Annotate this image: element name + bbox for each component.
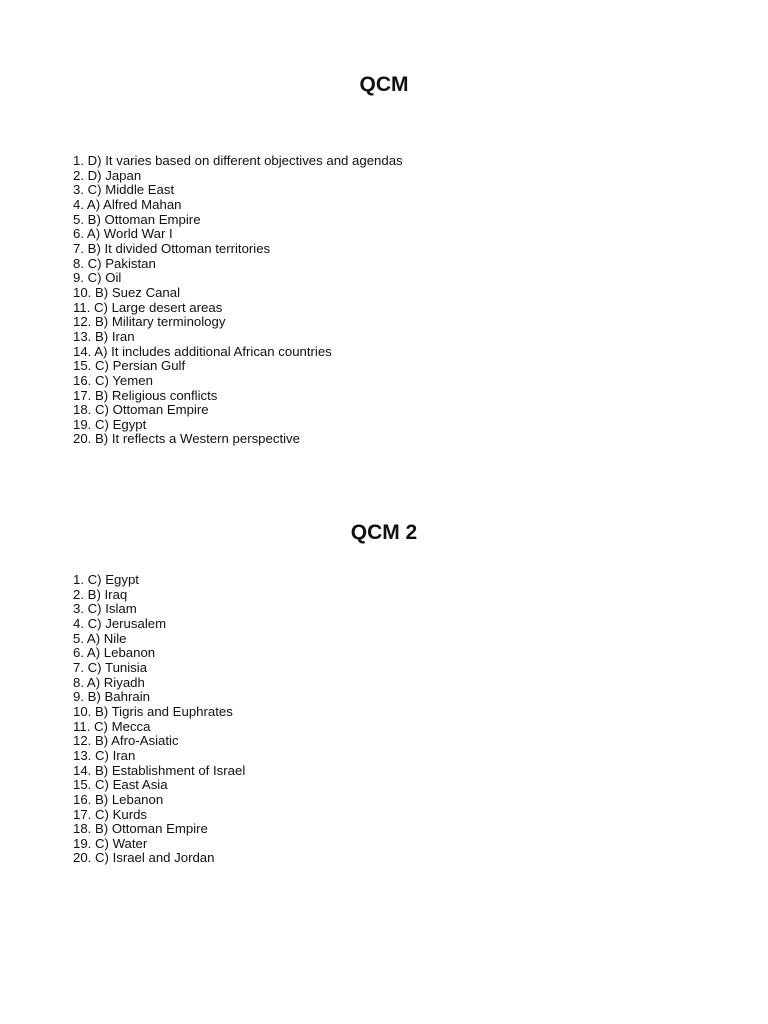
answer-item: 12. B) Afro-Asiatic — [73, 733, 179, 749]
answer-item: 10. B) Suez Canal — [73, 284, 181, 300]
answer-item: 15. C) Persian Gulf — [73, 358, 186, 374]
answer-item: 8. C) Pakistan — [73, 255, 156, 271]
answer-item: 16. C) Yemen — [73, 372, 153, 388]
answer-item: 15. C) East Asia — [73, 777, 168, 793]
answer-item: 18. B) Ottoman Empire — [73, 821, 208, 837]
answer-item: 7. B) It divided Ottoman territories — [73, 240, 271, 256]
section-title-qcm-2: QCM 2 — [350, 521, 418, 544]
answer-item: 14. A) It includes additional African countries — [73, 343, 332, 359]
answer-item: 6. A) World War I — [73, 226, 173, 242]
answer-item: 17. B) Religious conflicts — [73, 387, 218, 403]
answer-item: 11. C) Mecca — [73, 718, 151, 734]
answer-item: 19. C) Egypt — [73, 416, 147, 432]
answer-item: 19. C) Water — [73, 835, 148, 851]
answer-item: 4. A) Alfred Mahan — [73, 196, 182, 212]
answer-item: 3. C) Middle East — [73, 182, 175, 198]
answer-item: 6. A) Lebanon — [73, 645, 156, 661]
answer-item: 3. C) Islam — [73, 601, 137, 617]
answer-item: 17. C) Kurds — [73, 806, 148, 822]
answer-item: 5. B) Ottoman Empire — [73, 211, 201, 227]
answer-item: 1. D) It varies based on different objectives and agendas — [73, 153, 403, 168]
answer-item: 14. B) Establishment of Israel — [73, 762, 246, 778]
answer-item: 2. B) Iraq — [73, 586, 128, 602]
answer-item: 4. C) Jerusalem — [73, 615, 167, 631]
answer-item: 8. A) Riyadh — [73, 674, 145, 690]
answer-item: 18. C) Ottoman Empire — [73, 402, 209, 418]
answer-item: 12. B) Military terminology — [73, 314, 226, 330]
answer-item: 20. C) Israel and Jordan — [73, 850, 215, 866]
answer-item: 9. B) Bahrain — [73, 689, 150, 705]
answer-list-qcm — [73, 154, 403, 447]
section-title-qcm: QCM — [359, 73, 409, 96]
answer-item: 16. B) Lebanon — [73, 791, 164, 807]
answer-item: 7. C) Tunisia — [73, 659, 148, 675]
answer-item: 2. D) Japan — [73, 167, 142, 183]
answer-item: 13. C) Iran — [73, 747, 136, 763]
answer-item: 5. A) Nile — [73, 630, 127, 646]
answer-item: 1. C) Egypt — [73, 572, 139, 587]
answer-item: 10. B) Tigris and Euphrates — [73, 703, 233, 719]
answer-item: 9. C) Oil — [73, 270, 122, 286]
answer-list-qcm-2 — [73, 573, 245, 866]
answer-item: 20. B) It reflects a Western perspective — [73, 431, 300, 447]
answer-item: 13. B) Iran — [73, 328, 135, 344]
answer-item: 11. C) Large desert areas — [73, 299, 223, 315]
